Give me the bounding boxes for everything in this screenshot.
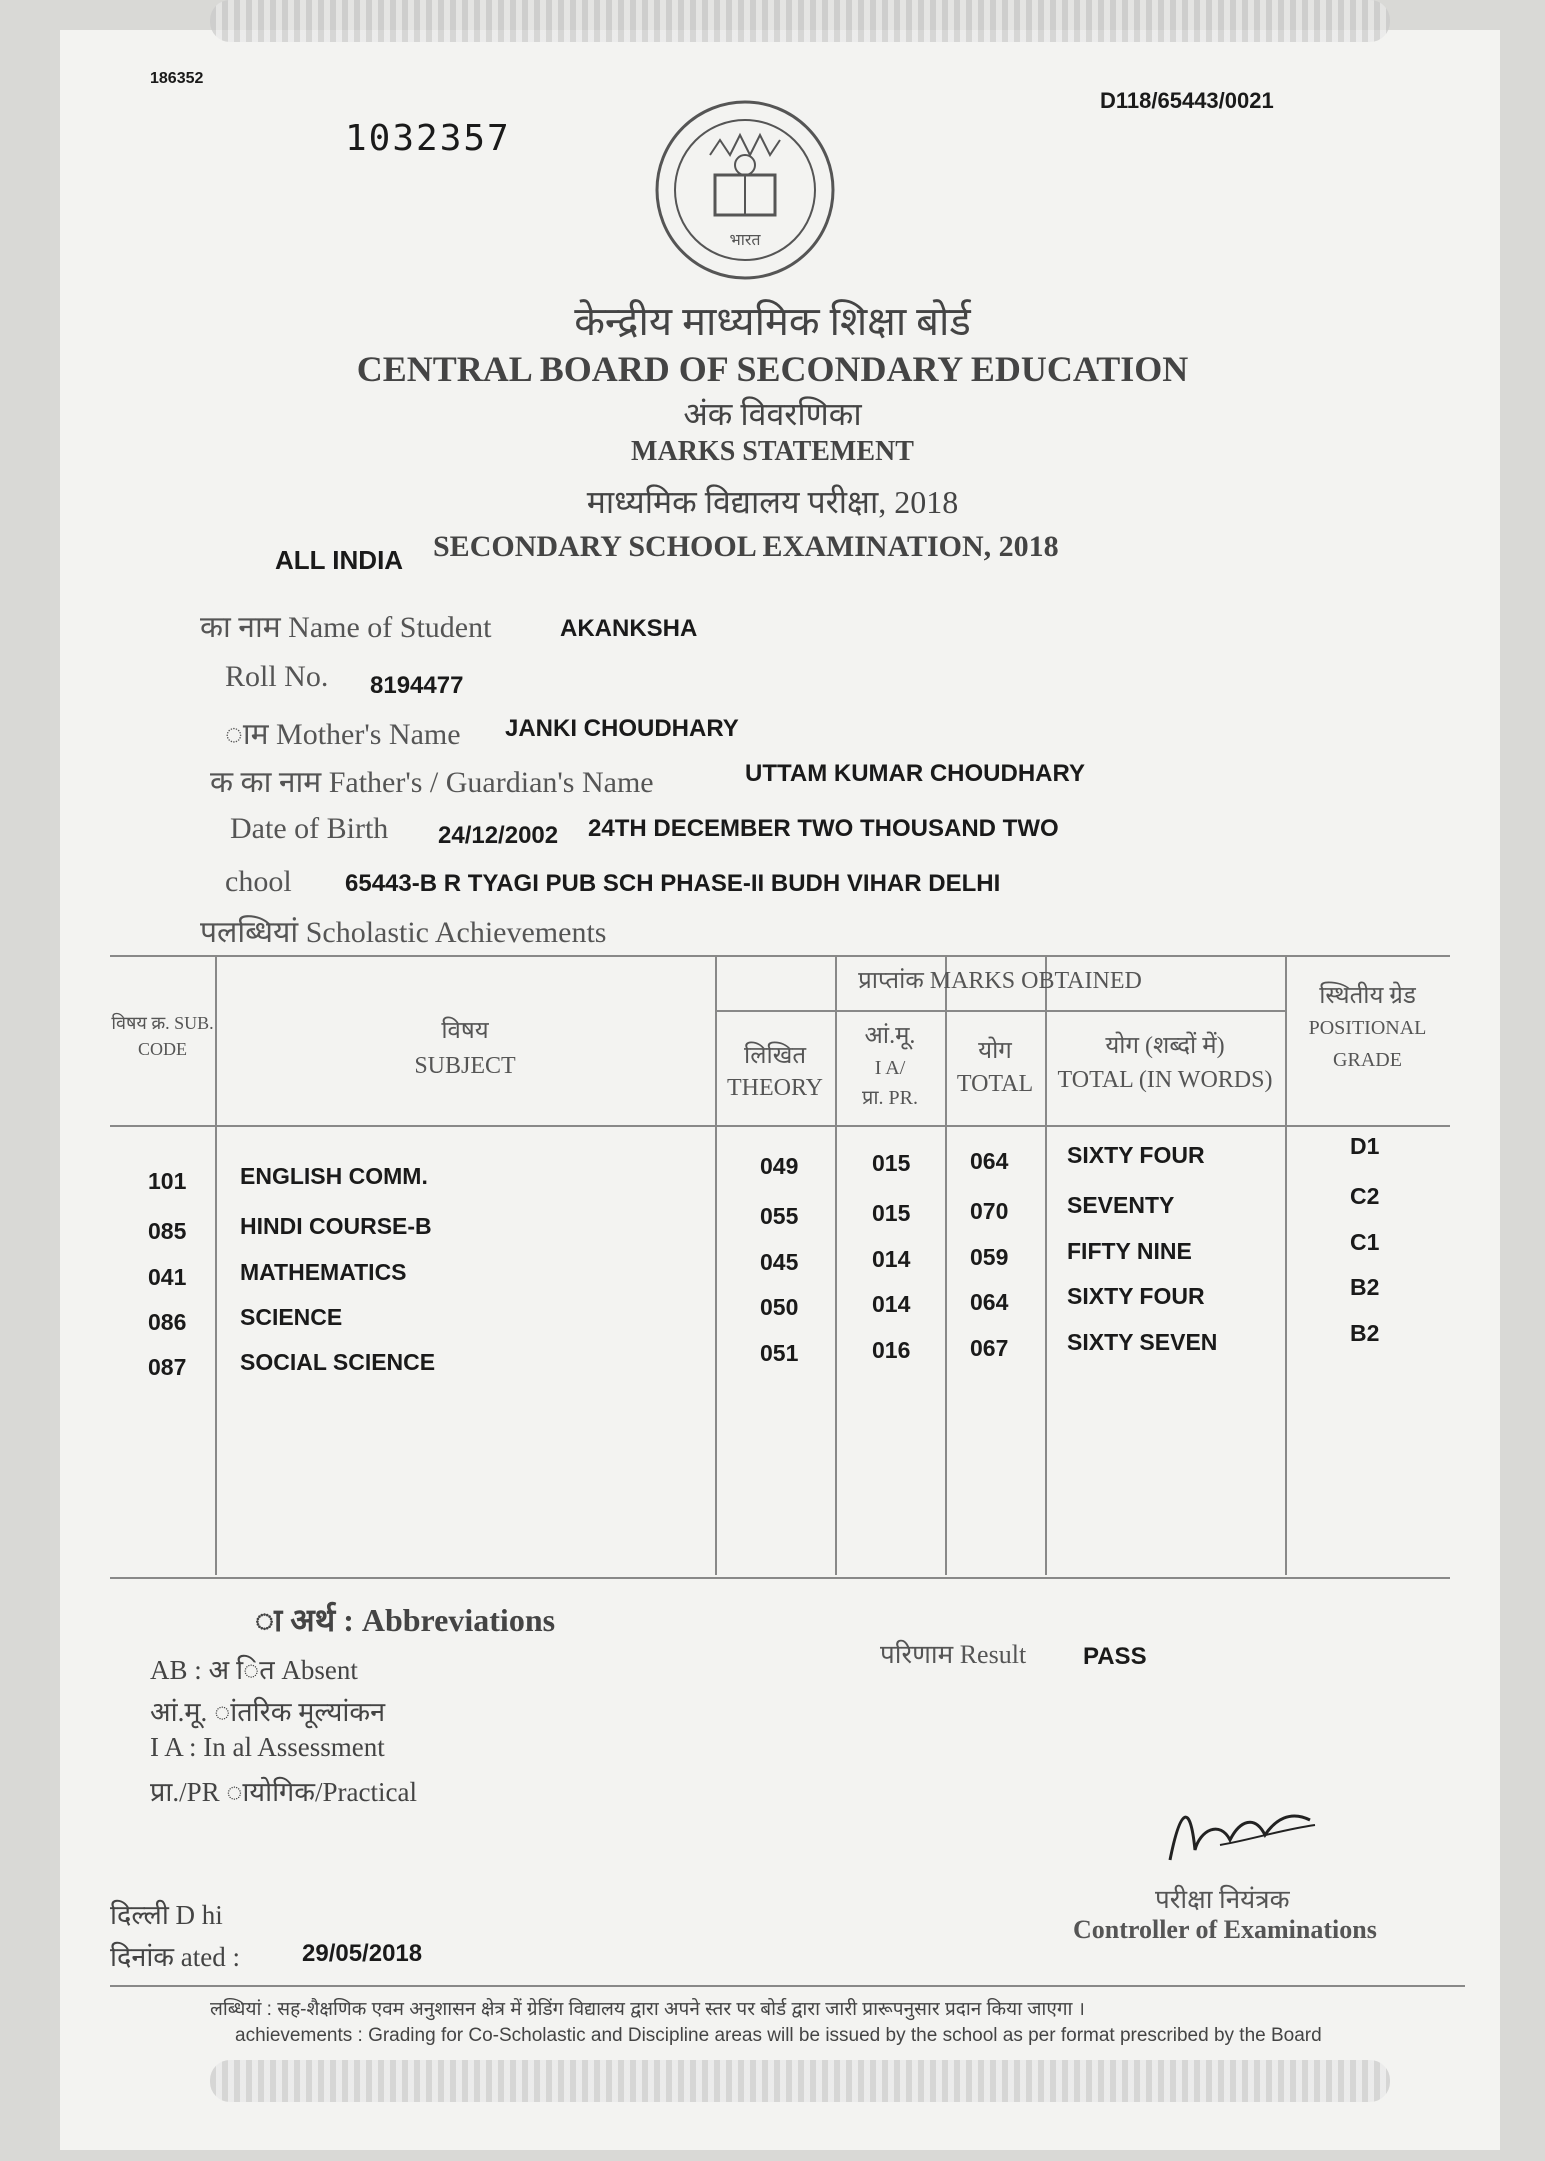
positional-grade: D1 xyxy=(1350,1133,1380,1159)
total-marks: 064 xyxy=(970,1148,1009,1174)
result-label: परिणाम Result xyxy=(880,1640,1027,1669)
scholastic-label: पलब्धियां Scholastic Achievements xyxy=(200,916,607,949)
code-header: विषय क्र. SUB. CODE xyxy=(111,1013,214,1059)
co-scholastic-note-hindi: लब्धियां : सह-शैक्षणिक एवम अनुशासन क्षेत्र में ग्रेडिंग विद्यालय द्वारा अपने स्तर पर बोर्ड द्वारा जारी प्रारूपनुसार प्रदान किया जाएगा । xyxy=(210,1999,1085,2020)
cbse-emblem-icon xyxy=(650,95,840,285)
roll-number: 8194477 xyxy=(370,672,464,699)
dob-label: Date of Birth xyxy=(230,812,389,845)
ia-marks: 015 xyxy=(872,1200,911,1226)
student-name: AKANKSHA xyxy=(560,615,698,642)
ia-marks: 016 xyxy=(872,1337,911,1363)
marks-statement-hindi: अंक विवरणिका xyxy=(683,396,862,432)
theory-marks: 049 xyxy=(760,1153,799,1179)
subject-name: SOCIAL SCIENCE xyxy=(240,1349,436,1375)
dob-value: 24/12/2002 xyxy=(438,822,559,849)
total-marks: 067 xyxy=(970,1335,1009,1361)
subject-code: 041 xyxy=(148,1264,187,1290)
theory-header: THEORY xyxy=(727,1075,823,1101)
grade-header-hindi: स्थितीय ग्रेड xyxy=(1319,983,1416,1009)
board-title: CENTRAL BOARD OF SECONDARY EDUCATION xyxy=(356,349,1189,389)
theory-marks: 051 xyxy=(760,1340,799,1366)
decorative-border-top xyxy=(210,0,1390,42)
controller-signature xyxy=(1160,1790,1320,1870)
positional-grade: B2 xyxy=(1350,1320,1380,1346)
total-in-words: SIXTY FOUR xyxy=(1067,1283,1205,1309)
school-name: 65443-B R TYAGI PUB SCH PHASE-II BUDH VIHAR DELHI xyxy=(345,870,1001,897)
total-in-words: FIFTY NINE xyxy=(1067,1238,1192,1264)
ia-header: I A/ xyxy=(874,1057,906,1079)
subject-code: 085 xyxy=(148,1218,187,1244)
serial-number: 186352 xyxy=(150,70,204,87)
subject-name: HINDI COURSE-B xyxy=(240,1213,432,1239)
place: दिल्ली D hi xyxy=(110,1900,223,1930)
decorative-border-bottom xyxy=(210,2060,1390,2102)
controller-title: Controller of Examinations xyxy=(1073,1915,1377,1944)
school-label: chool xyxy=(225,865,292,898)
total-in-words: SIXTY SEVEN xyxy=(1067,1329,1218,1355)
positional-grade: C1 xyxy=(1350,1229,1380,1255)
ia-header-hindi: आं.मू. xyxy=(864,1023,916,1049)
positional-grade: B2 xyxy=(1350,1274,1380,1300)
grade-header-2: GRADE xyxy=(1333,1049,1402,1071)
roll-label: Roll No. xyxy=(225,660,329,693)
theory-marks: 055 xyxy=(760,1203,799,1229)
marks-statement-title: MARKS STATEMENT xyxy=(631,436,914,467)
exam-title: SECONDARY SCHOOL EXAMINATION, 2018 xyxy=(433,530,1059,563)
theory-marks: 050 xyxy=(760,1294,799,1320)
mother-label: ाम Mother's Name xyxy=(225,718,461,751)
total-in-words: SIXTY FOUR xyxy=(1067,1142,1205,1168)
ia-marks: 014 xyxy=(872,1246,911,1272)
marks-obtained-header: प्राप्तांक MARKS OBTAINED xyxy=(858,968,1142,994)
subject-header: SUBJECT xyxy=(414,1053,516,1079)
total-marks: 070 xyxy=(970,1198,1009,1224)
result-value: PASS xyxy=(1083,1643,1147,1670)
father-name: UTTAM KUMAR CHOUDHARY xyxy=(745,760,1085,787)
subject-code: 086 xyxy=(148,1309,187,1335)
emblem-text: भारत xyxy=(729,230,761,249)
total-in-words: SEVENTY xyxy=(1067,1192,1175,1218)
certificate-number: 1032357 xyxy=(345,118,511,159)
total-marks: 064 xyxy=(970,1289,1009,1315)
subject-code: 101 xyxy=(148,1168,187,1194)
reference-number: D118/65443/0021 xyxy=(1100,88,1274,113)
subject-name: MATHEMATICS xyxy=(240,1259,407,1285)
abbr-internal: I A : In al Assessment xyxy=(150,1732,385,1762)
subject-header-hindi: विषय xyxy=(441,1018,489,1044)
subject-code: 087 xyxy=(148,1354,187,1380)
ia-marks: 014 xyxy=(872,1291,911,1317)
all-india-label: ALL INDIA xyxy=(275,545,404,575)
controller-hindi: परीक्षा नियंत्रक xyxy=(1155,1885,1290,1914)
words-header: TOTAL (IN WORDS) xyxy=(1057,1067,1273,1093)
mother-name: JANKI CHOUDHARY xyxy=(505,715,739,742)
total-header-hindi: योग xyxy=(978,1038,1012,1064)
practical-header: प्रा. PR. xyxy=(861,1087,919,1109)
subject-name: SCIENCE xyxy=(240,1304,343,1330)
ia-marks: 015 xyxy=(872,1150,911,1176)
positional-grade: C2 xyxy=(1350,1183,1380,1209)
total-header: TOTAL xyxy=(956,1071,1034,1097)
abbr-internal-hindi: आं.मू. ांतरिक मूल्यांकन xyxy=(150,1697,386,1727)
issue-date: 29/05/2018 xyxy=(302,1940,423,1967)
subject-name: ENGLISH COMM. xyxy=(240,1163,428,1189)
co-scholastic-note: achievements : Grading for Co-Scholastic and Discipline areas will be issued by the school as per format prescribed by the Board xyxy=(235,2025,1322,2046)
total-marks: 059 xyxy=(970,1244,1009,1270)
exam-title-hindi: माध्यमिक विद्यालय परीक्षा, 2018 xyxy=(586,484,959,520)
theory-header-hindi: लिखित xyxy=(743,1043,807,1069)
theory-marks: 045 xyxy=(760,1249,799,1275)
board-title-hindi: केन्द्रीय माध्यमिक शिक्षा बोर्ड xyxy=(574,299,971,344)
date-label: दिनांक ated : xyxy=(110,1942,241,1972)
words-header-hindi: योग (शब्दों में) xyxy=(1105,1033,1225,1059)
abbreviations-title: ा अर्थ : Abbreviations xyxy=(255,1602,556,1638)
father-label: क का नाम Father's / Guardian's Name xyxy=(210,766,654,799)
abbr-absent: AB : अ ित Absent xyxy=(150,1655,358,1685)
name-label: का नाम Name of Student xyxy=(200,611,492,644)
dob-words: 24TH DECEMBER TWO THOUSAND TWO xyxy=(588,815,1059,842)
abbr-practical: प्रा./PR ायोगिक/Practical xyxy=(150,1777,417,1807)
grade-header: POSITIONAL xyxy=(1308,1017,1427,1039)
